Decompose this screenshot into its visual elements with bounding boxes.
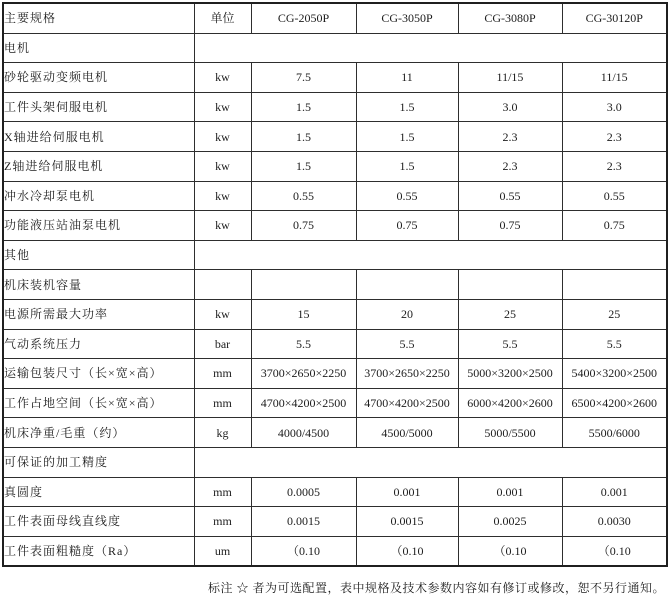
unit-cell: kw bbox=[194, 181, 251, 211]
row-label-cell: 机床净重/毛重（约） bbox=[3, 418, 194, 448]
unit-cell: kw bbox=[194, 63, 251, 93]
value-cell: 11/15 bbox=[458, 63, 562, 93]
value-cell bbox=[562, 270, 667, 300]
value-cell: 3.0 bbox=[562, 92, 667, 122]
row-label-cell: 真圆度 bbox=[3, 477, 194, 507]
value-cell: 1.5 bbox=[251, 92, 356, 122]
value-cell: 5.5 bbox=[562, 329, 667, 359]
unit-cell: kw bbox=[194, 211, 251, 241]
value-cell bbox=[458, 270, 562, 300]
row-label-cell: 工件表面母线直线度 bbox=[3, 507, 194, 537]
value-cell: 0.0015 bbox=[251, 507, 356, 537]
value-cell: 0.55 bbox=[458, 181, 562, 211]
unit-cell: um bbox=[194, 536, 251, 566]
value-cell: 3.0 bbox=[458, 92, 562, 122]
value-cell: 0.75 bbox=[251, 211, 356, 241]
row-label-cell: 气动系统压力 bbox=[3, 329, 194, 359]
value-cell: 2.3 bbox=[562, 151, 667, 181]
value-cell: （0.10 bbox=[356, 536, 458, 566]
value-cell: 4000/4500 bbox=[251, 418, 356, 448]
value-cell: 1.5 bbox=[251, 151, 356, 181]
value-cell: 5.5 bbox=[356, 329, 458, 359]
row-label-cell: 机床装机容量 bbox=[3, 270, 194, 300]
row-label-cell: 功能液压站油泵电机 bbox=[3, 211, 194, 241]
section-merged-cell bbox=[194, 33, 667, 63]
value-cell: 0.0015 bbox=[356, 507, 458, 537]
table-row bbox=[3, 151, 667, 181]
table-row bbox=[3, 477, 667, 507]
value-cell: 5.5 bbox=[458, 329, 562, 359]
row-label-cell: 运输包装尺寸（长×宽×高） bbox=[3, 359, 194, 389]
table-row bbox=[3, 270, 667, 300]
section-row bbox=[3, 240, 667, 270]
value-cell: 5.5 bbox=[251, 329, 356, 359]
value-cell: 0.55 bbox=[251, 181, 356, 211]
value-cell: 0.75 bbox=[562, 211, 667, 241]
value-cell: （0.10 bbox=[251, 536, 356, 566]
value-cell: 6500×4200×2600 bbox=[562, 388, 667, 418]
row-label-cell: 冲水冷却泵电机 bbox=[3, 181, 194, 211]
row-label-cell: 可保证的加工精度 bbox=[3, 447, 194, 477]
value-cell: 6000×4200×2600 bbox=[458, 388, 562, 418]
unit-cell: mm bbox=[194, 359, 251, 389]
section-merged-cell bbox=[194, 240, 667, 270]
value-cell: 20 bbox=[356, 299, 458, 329]
value-cell: 4700×4200×2500 bbox=[251, 388, 356, 418]
row-label-cell: 电源所需最大功率 bbox=[3, 299, 194, 329]
unit-cell: kw bbox=[194, 122, 251, 152]
value-cell: 0.001 bbox=[562, 477, 667, 507]
header-cell-5: CG-30120P bbox=[562, 3, 667, 33]
header-cell-0: 主要规格 bbox=[3, 3, 194, 33]
value-cell: 15 bbox=[251, 299, 356, 329]
unit-cell: kw bbox=[194, 151, 251, 181]
value-cell: 1.5 bbox=[251, 122, 356, 152]
table-row bbox=[3, 329, 667, 359]
value-cell: 2.3 bbox=[562, 122, 667, 152]
unit-cell: kg bbox=[194, 418, 251, 448]
value-cell bbox=[356, 270, 458, 300]
footnote-text: 标注 ☆ 者为可选配置，表中规格及技术参数内容如有修订或修改，恕不另行通知。 bbox=[207, 581, 665, 596]
value-cell: 2.3 bbox=[458, 122, 562, 152]
row-label-cell: 工件表面粗糙度（Ra） bbox=[3, 536, 194, 566]
row-label-cell: 其他 bbox=[3, 240, 194, 270]
value-cell: 0.001 bbox=[356, 477, 458, 507]
section-row bbox=[3, 447, 667, 477]
value-cell: 4700×4200×2500 bbox=[356, 388, 458, 418]
value-cell: 11/15 bbox=[562, 63, 667, 93]
unit-cell: kw bbox=[194, 92, 251, 122]
value-cell: 0.0005 bbox=[251, 477, 356, 507]
value-cell: （0.10 bbox=[562, 536, 667, 566]
unit-cell bbox=[194, 270, 251, 300]
row-label-cell: 砂轮驱动变频电机 bbox=[3, 63, 194, 93]
table-row bbox=[3, 92, 667, 122]
spec-table-body bbox=[3, 3, 667, 566]
value-cell: 25 bbox=[458, 299, 562, 329]
value-cell: 4500/5000 bbox=[356, 418, 458, 448]
table-row bbox=[3, 299, 667, 329]
header-cell-4: CG-3080P bbox=[458, 3, 562, 33]
unit-cell: mm bbox=[194, 507, 251, 537]
value-cell: 7.5 bbox=[251, 63, 356, 93]
table-row bbox=[3, 181, 667, 211]
section-merged-cell bbox=[194, 447, 667, 477]
value-cell: 0.001 bbox=[458, 477, 562, 507]
table-row bbox=[3, 63, 667, 93]
table-row bbox=[3, 211, 667, 241]
table-row bbox=[3, 359, 667, 389]
header-cell-2: CG-2050P bbox=[251, 3, 356, 33]
table-row bbox=[3, 507, 667, 537]
value-cell: 0.75 bbox=[356, 211, 458, 241]
unit-cell: kw bbox=[194, 299, 251, 329]
value-cell: （0.10 bbox=[458, 536, 562, 566]
value-cell: 0.75 bbox=[458, 211, 562, 241]
header-cell-1: 单位 bbox=[194, 3, 251, 33]
value-cell: 0.0025 bbox=[458, 507, 562, 537]
value-cell: 1.5 bbox=[356, 92, 458, 122]
unit-cell: mm bbox=[194, 477, 251, 507]
value-cell: 11 bbox=[356, 63, 458, 93]
row-label-cell: 电机 bbox=[3, 33, 194, 63]
value-cell: 3700×2650×2250 bbox=[356, 359, 458, 389]
row-label-cell: Z轴进给伺服电机 bbox=[3, 151, 194, 181]
value-cell bbox=[251, 270, 356, 300]
value-cell: 3700×2650×2250 bbox=[251, 359, 356, 389]
table-row bbox=[3, 536, 667, 566]
section-row bbox=[3, 33, 667, 63]
table-row bbox=[3, 418, 667, 448]
value-cell: 5400×3200×2500 bbox=[562, 359, 667, 389]
value-cell: 5000/5500 bbox=[458, 418, 562, 448]
table-row bbox=[3, 388, 667, 418]
value-cell: 0.55 bbox=[562, 181, 667, 211]
row-label-cell: 工件头架伺服电机 bbox=[3, 92, 194, 122]
value-cell: 1.5 bbox=[356, 151, 458, 181]
value-cell: 0.0030 bbox=[562, 507, 667, 537]
value-cell: 25 bbox=[562, 299, 667, 329]
value-cell: 1.5 bbox=[356, 122, 458, 152]
unit-cell: mm bbox=[194, 388, 251, 418]
table-row bbox=[3, 122, 667, 152]
header-cell-3: CG-3050P bbox=[356, 3, 458, 33]
row-label-cell: 工作占地空间（长×宽×高） bbox=[3, 388, 194, 418]
value-cell: 5000×3200×2500 bbox=[458, 359, 562, 389]
header-row bbox=[3, 3, 667, 33]
value-cell: 5500/6000 bbox=[562, 418, 667, 448]
value-cell: 2.3 bbox=[458, 151, 562, 181]
value-cell: 0.55 bbox=[356, 181, 458, 211]
row-label-cell: X轴进给伺服电机 bbox=[3, 122, 194, 152]
unit-cell: bar bbox=[194, 329, 251, 359]
spec-table bbox=[2, 2, 668, 567]
